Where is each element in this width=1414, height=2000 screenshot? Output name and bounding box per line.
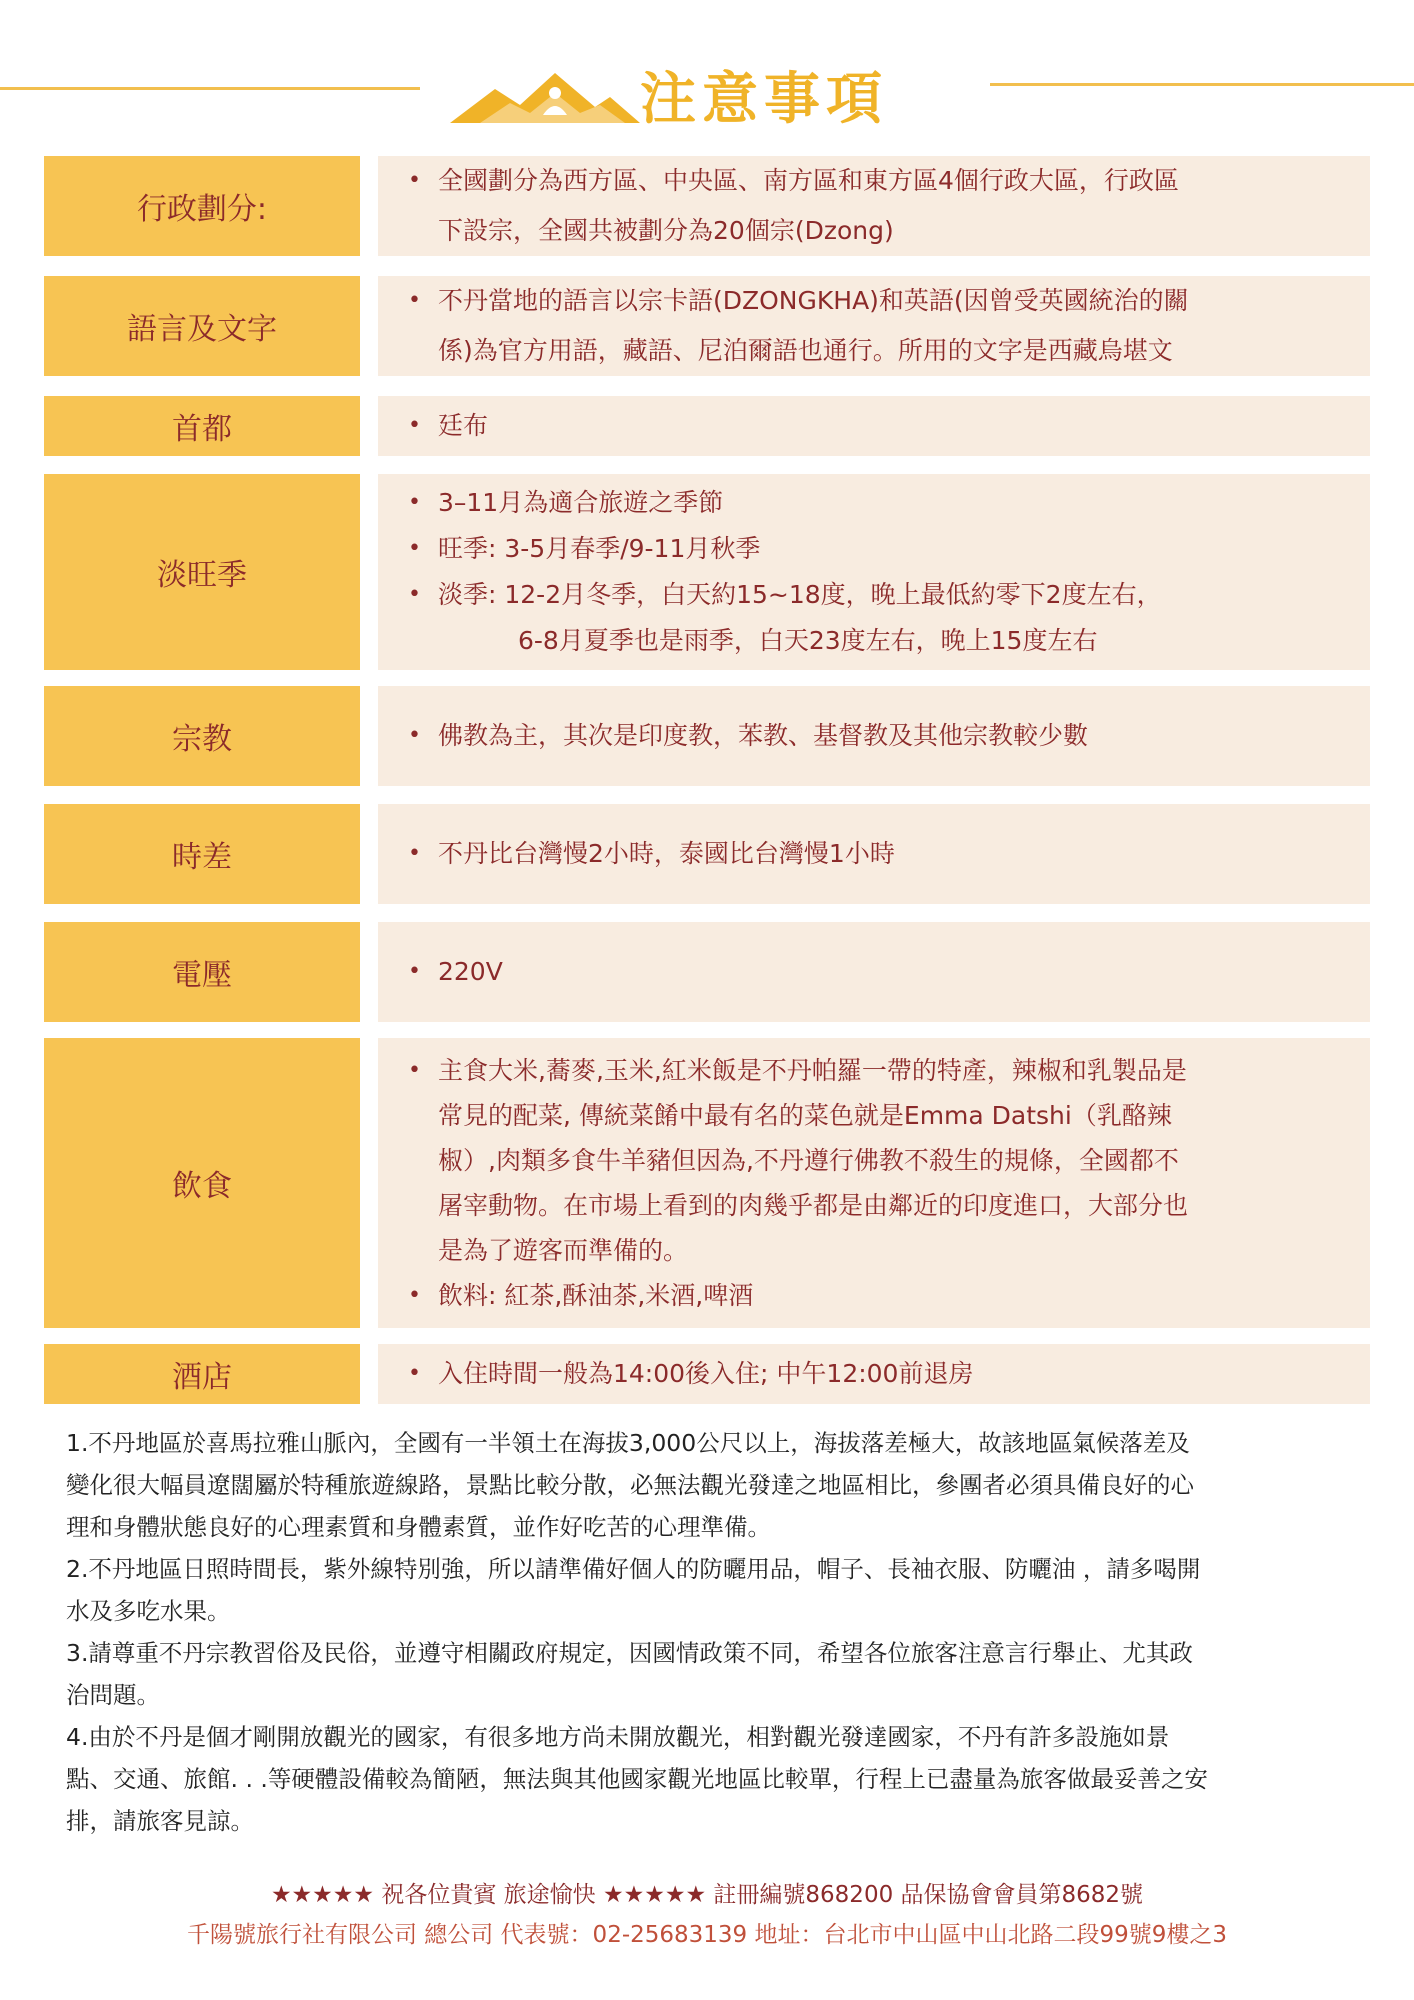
footer-company: 千陽號旅行社有限公司 總公司 代表號：02-25683139 地址：台北市中山區中山北路二段99號9樓之3 [186, 1922, 1228, 1948]
note-line: 3.請尊重不丹宗教習俗及民俗，並遵守相關政府規定，因國情政策不同，希望各位旅客注意言行舉止、尤其政 [66, 1639, 1193, 1667]
header-rule-left [0, 87, 420, 90]
row-item: • 不丹比台灣慢2小時，泰國比台灣慢1小時 [438, 829, 1358, 879]
info-row-religion [44, 686, 1370, 786]
note-line: 點、交通、旅館. . .等硬體設備較為簡陋，無法與其他國家觀光地區比較單，行程上已盡量為旅客做最妥善之安 [66, 1765, 1208, 1793]
note-line: 理和身體狀態良好的心理素質和身體素質，並作好吃苦的心理準備。 [66, 1513, 771, 1541]
row-content [378, 156, 1370, 256]
row-item: 下設宗，全國共被劃分為20個宗(Dzong) [438, 216, 894, 245]
page-header [0, 55, 1414, 155]
row-label: 淡旺季 [44, 474, 360, 670]
notes-section [66, 1422, 1356, 1842]
page-title: 注意事項 [640, 67, 888, 132]
row-item: • 淡季: 12-2月冬季，白天約15~18度，晚上最低約零下2度左右， [438, 572, 1358, 618]
note-line: 1.不丹地區於喜馬拉雅山脈內，全國有一半領土在海拔3,000公尺以上，海拔落差極大，故該地區氣候落差及 [66, 1429, 1190, 1457]
row-item: • 旺季: 3-5月春季/9-11月秋季 [438, 526, 1358, 572]
mountain-buddha-logo [450, 67, 640, 125]
row-item: • 佛教為主，其次是印度教，苯教、基督教及其他宗教較少數 [438, 711, 1358, 761]
row-item: 係)為官方用語，藏語、尼泊爾語也通行。所用的文字是西藏烏堪文 [438, 336, 1173, 365]
info-row-voltage [44, 922, 1370, 1022]
row-label: 電壓 [44, 922, 360, 1022]
footer-wish: 祝各位貴賓 旅途愉快 [381, 1882, 596, 1908]
row-item: • 220V [438, 947, 1358, 997]
footer-greeting [0, 1876, 1414, 1909]
info-row-capital [44, 396, 1370, 456]
row-item: • 入住時間一般為14:00後入住; 中午12:00前退房 [438, 1349, 1358, 1399]
row-content [378, 474, 1370, 670]
row-item: • 飲料: 紅茶,酥油茶,米酒,啤酒 [438, 1273, 1358, 1318]
row-label: 首都 [44, 396, 360, 456]
row-item: • 廷布 [438, 401, 1358, 451]
row-item: • 不丹當地的語言以宗卡語(DZONGKHA)和英語(因曾受英國統治的關 [438, 276, 1358, 326]
note-line: 水及多吃水果。 [66, 1597, 231, 1625]
row-item: • 全國劃分為西方區、中央區、南方區和東方區4個行政大區，行政區 [438, 156, 1358, 206]
row-label: 時差 [44, 804, 360, 904]
row-content [378, 1038, 1370, 1328]
info-row-seasons [44, 474, 1370, 670]
row-label: 飲食 [44, 1038, 360, 1328]
row-label: 語言及文字 [44, 276, 360, 376]
row-item: • 3–11月為適合旅遊之季節 [438, 480, 1358, 526]
info-row-language [44, 276, 1370, 376]
row-label: 酒店 [44, 1344, 360, 1404]
note-line: 治問題。 [66, 1681, 160, 1709]
row-item: • 主食大米,蕎麥,玉米,紅米飯是不丹帕羅一帶的特產，辣椒和乳製品是 [438, 1048, 1358, 1093]
stars-icon: ★★★★★ [270, 1882, 375, 1908]
row-content [378, 1344, 1370, 1404]
row-item: 屠宰動物。在市場上看到的肉幾乎都是由鄰近的印度進口，大部分也 [438, 1191, 1189, 1220]
row-content [378, 686, 1370, 786]
row-item: 是為了遊客而準備的。 [438, 1236, 689, 1265]
row-item: 椒）,肉類多食牛羊豬但因為,不丹遵行佛教不殺生的規條，全國都不 [438, 1146, 1179, 1175]
row-content [378, 922, 1370, 1022]
row-label: 行政劃分: [44, 156, 360, 256]
footer-registration: 註冊編號868200 品保協會會員第8682號 [713, 1882, 1144, 1908]
info-row-food [44, 1038, 1370, 1328]
row-content [378, 276, 1370, 376]
header-rule-right [990, 83, 1414, 86]
row-content [378, 396, 1370, 456]
row-content [378, 804, 1370, 904]
note-line: 4.由於不丹是個才剛開放觀光的國家，有很多地方尚未開放觀光，相對觀光發達國家，不丹有許多設施如景 [66, 1723, 1170, 1751]
info-row-time-difference [44, 804, 1370, 904]
info-row-administration [44, 156, 1370, 256]
row-label: 宗教 [44, 686, 360, 786]
note-line: 排，請旅客見諒。 [66, 1807, 254, 1835]
note-line: 變化很大幅員遼闊屬於特種旅遊線路，景點比較分散，必無法觀光發達之地區相比，參團者必須具備良好的心 [66, 1471, 1194, 1499]
note-line: 2.不丹地區日照時間長，紫外線特別強，所以請準備好個人的防曬用品，帽子、長袖衣服、防曬油 ，請多喝開 [66, 1555, 1201, 1583]
stars-icon: ★★★★★ [602, 1882, 707, 1908]
row-item: 常見的配菜, 傳統菜餚中最有名的菜色就是Emma Datshi（乳酪辣 [438, 1101, 1172, 1130]
row-item: 6-8月夏季也是雨季，白天23度左右，晚上15度左右 [518, 626, 1098, 655]
info-row-hotel [44, 1344, 1370, 1404]
